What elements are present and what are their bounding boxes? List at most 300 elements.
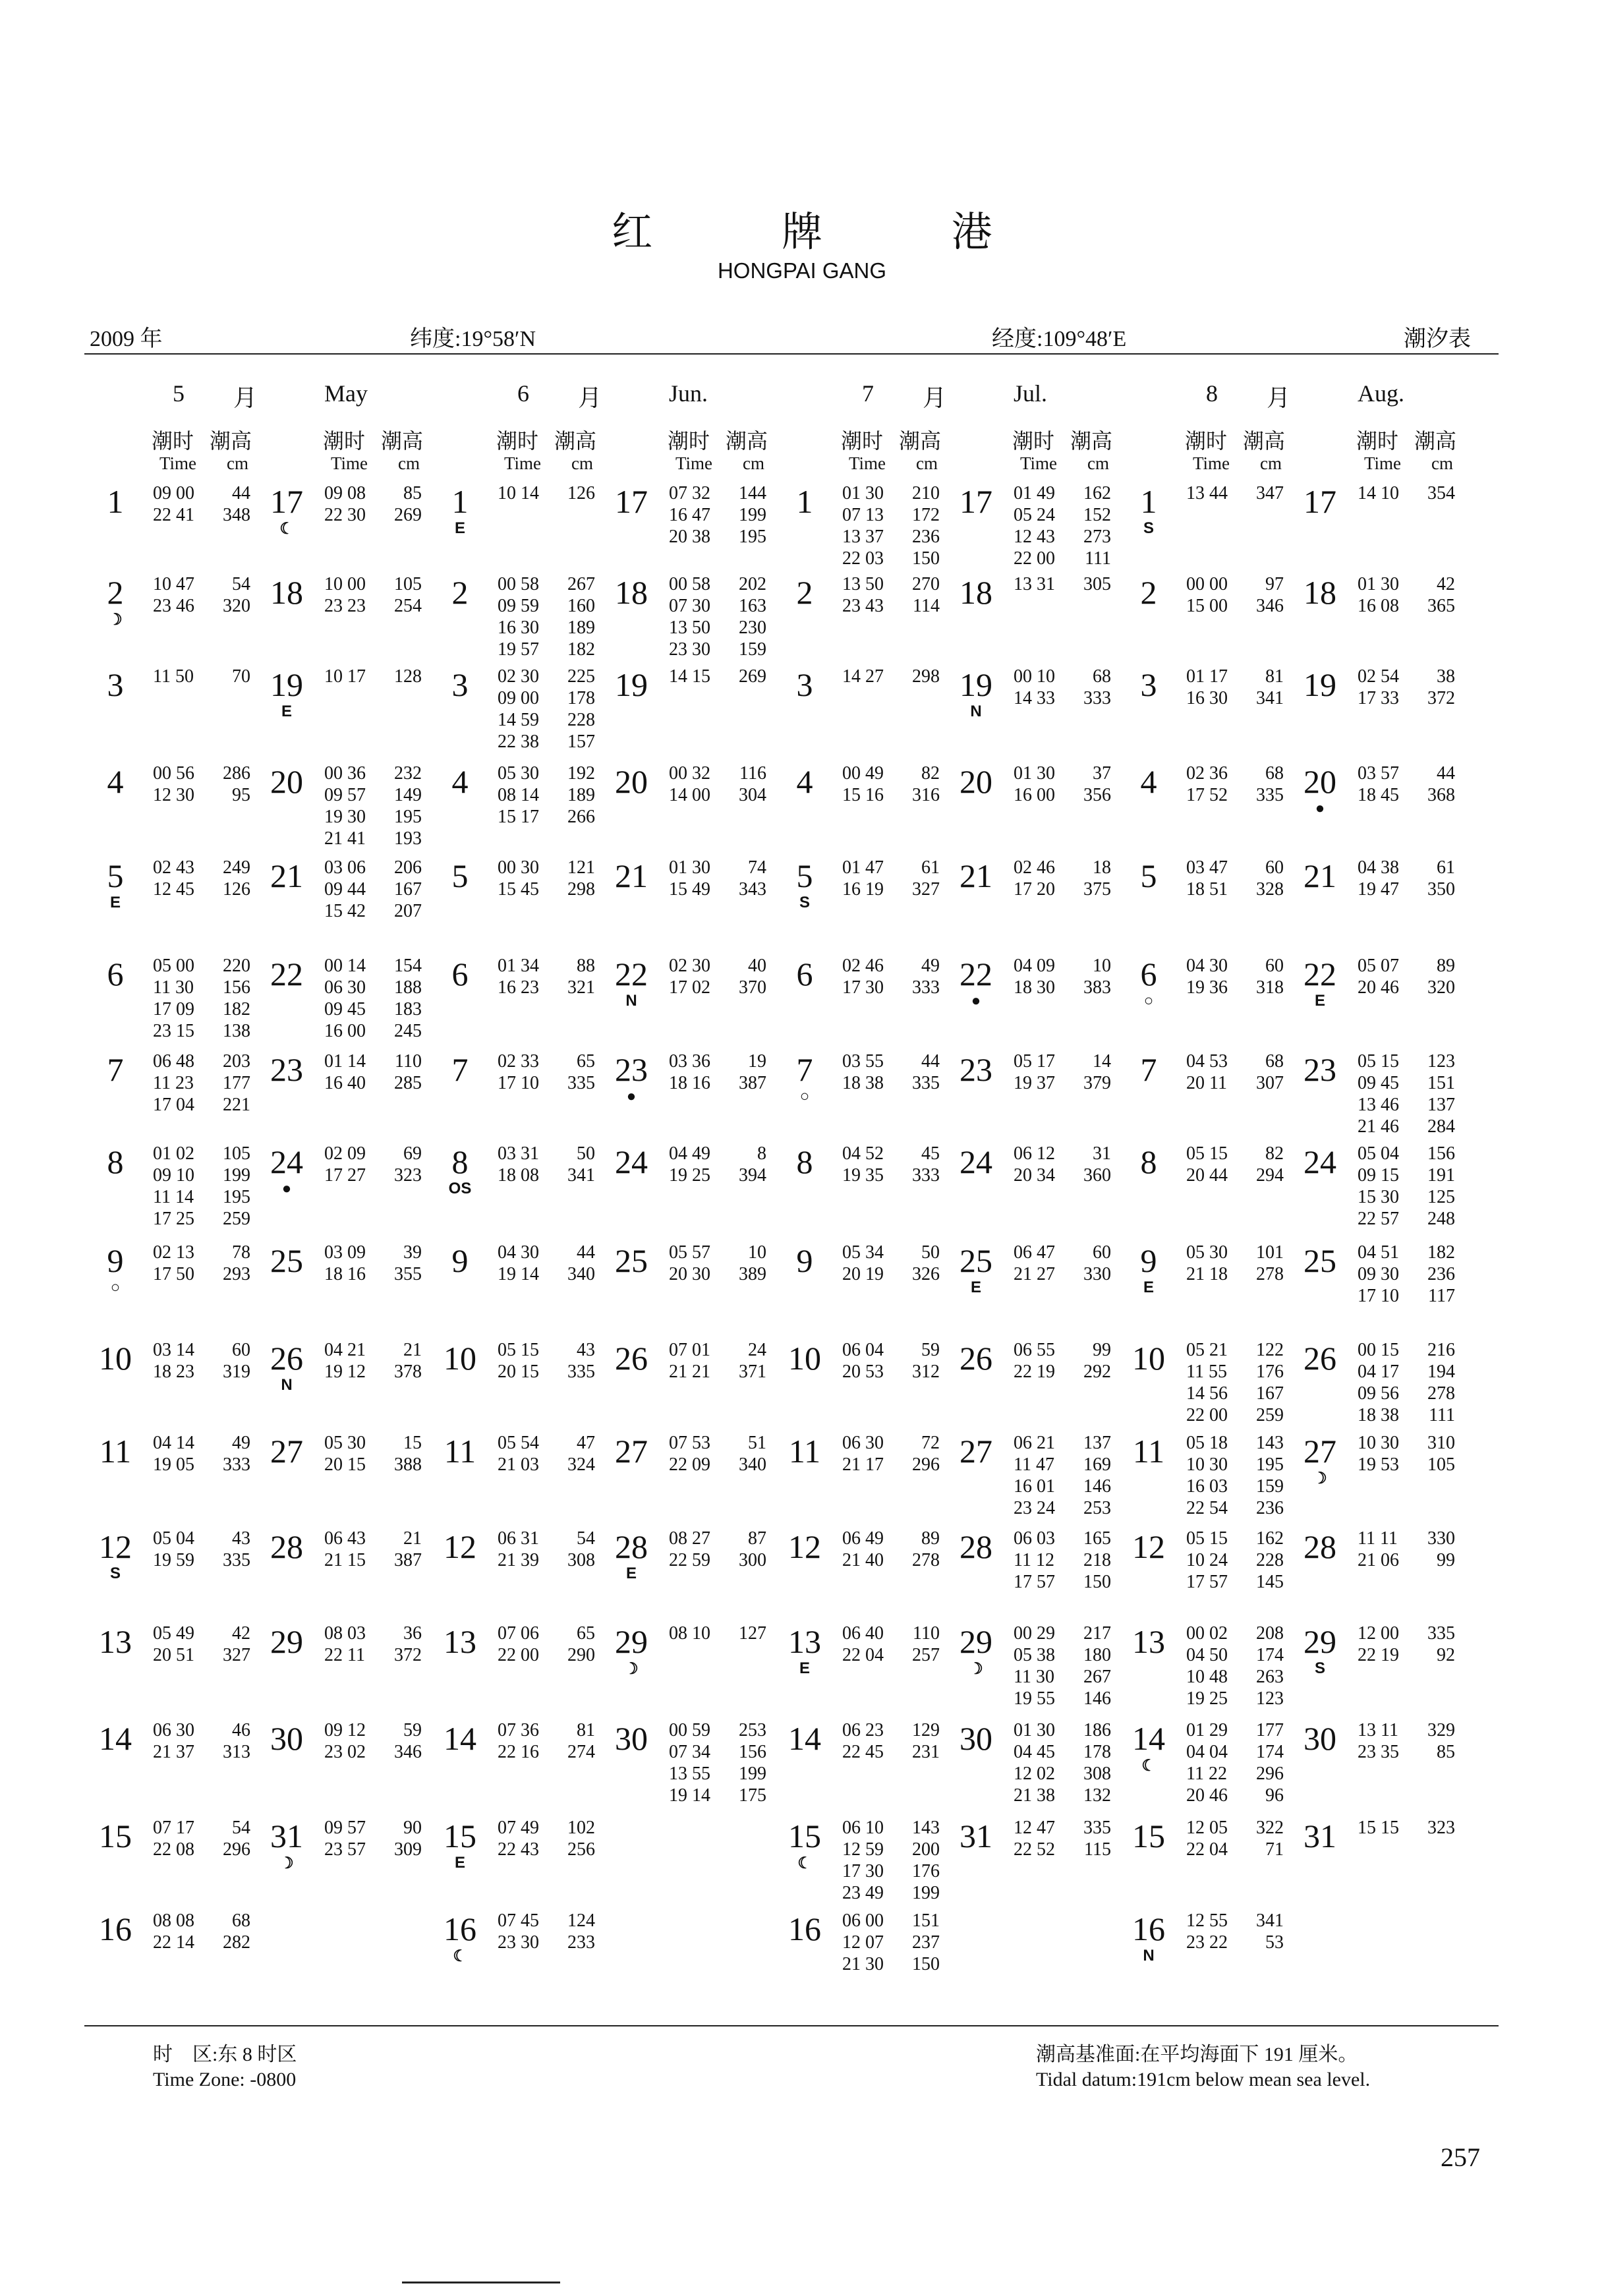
day-number: 29 xyxy=(270,1623,303,1660)
tide-time: 16 19 xyxy=(842,879,884,900)
tide-height: 195 xyxy=(223,1187,250,1207)
tide-time: 21 27 xyxy=(1014,1264,1055,1284)
tide-time: 17 20 xyxy=(1014,879,1055,900)
tide-heights xyxy=(888,1719,940,1763)
tide-time: 16 30 xyxy=(1186,688,1228,708)
day-number: 29 xyxy=(1303,1623,1336,1660)
tide-time: 09 57 xyxy=(324,1818,366,1838)
tide-heights xyxy=(888,1432,940,1476)
tide-time: 22 04 xyxy=(1186,1839,1228,1860)
tide-height: 210 xyxy=(912,483,940,503)
day-number: 27 xyxy=(1303,1433,1336,1470)
tide-heights xyxy=(1060,857,1111,900)
tide-times xyxy=(1186,955,1228,998)
tide-times xyxy=(669,762,710,806)
height-header-cn: 潮高 xyxy=(554,428,597,453)
day-number: 2 xyxy=(796,574,813,611)
tide-height: 217 xyxy=(1083,1623,1111,1644)
tide-height: 199 xyxy=(912,1883,940,1903)
tide-heights xyxy=(1404,573,1455,617)
tide-height: 193 xyxy=(394,828,422,849)
time-header-en: Time xyxy=(1193,453,1230,473)
tide-height: 296 xyxy=(223,1839,250,1860)
day-number: 22 xyxy=(270,956,303,992)
tide-time: 09 00 xyxy=(498,688,539,708)
tide-height: 257 xyxy=(912,1645,940,1665)
tide-heights xyxy=(1060,1432,1111,1519)
day-number: 1 xyxy=(796,483,813,520)
time-header-en: Time xyxy=(504,453,542,473)
tide-time: 00 14 xyxy=(324,956,366,976)
tide-time: 14 56 xyxy=(1186,1383,1228,1404)
day-number: 9 xyxy=(451,1242,469,1279)
tide-height: 266 xyxy=(567,807,595,827)
tide-height: 354 xyxy=(1427,483,1455,503)
tide-heights xyxy=(888,1528,940,1571)
day-number: 6 xyxy=(107,956,124,992)
tide-time: 04 51 xyxy=(1358,1242,1399,1263)
tide-height: 45 xyxy=(921,1143,940,1164)
tide-time: 02 43 xyxy=(153,857,194,878)
tide-times xyxy=(498,1242,539,1285)
tide-times xyxy=(1186,1622,1228,1709)
tide-height: 68 xyxy=(1265,763,1284,784)
tide-time: 01 29 xyxy=(1186,1720,1228,1740)
day-number: 3 xyxy=(107,666,124,703)
tide-times xyxy=(498,762,539,828)
height-header-cn: 潮高 xyxy=(899,428,942,453)
tide-time: 02 36 xyxy=(1186,763,1228,784)
day-number: 17 xyxy=(960,483,992,520)
day-number: 23 xyxy=(960,1051,992,1088)
tide-times xyxy=(153,1242,194,1285)
time-header-cn: 潮时 xyxy=(1185,428,1228,453)
tide-height: 137 xyxy=(1083,1433,1111,1453)
tide-height: 175 xyxy=(739,1785,766,1806)
tide-time: 00 49 xyxy=(842,763,884,784)
tide-height: 114 xyxy=(913,596,940,616)
latitude-label: 纬度:19°58′N xyxy=(410,327,536,351)
tide-time: 04 38 xyxy=(1358,857,1399,878)
tide-time: 07 06 xyxy=(498,1623,539,1644)
tide-time: 19 57 xyxy=(498,639,539,660)
tide-heights xyxy=(544,1719,595,1763)
tide-heights xyxy=(370,573,422,617)
tide-time: 05 54 xyxy=(498,1433,539,1453)
tide-times xyxy=(1358,762,1399,806)
table-name-label: 潮汐表 xyxy=(1404,327,1471,351)
day-number: 5 xyxy=(451,857,469,894)
tide-heights xyxy=(888,573,940,617)
tide-time: 09 30 xyxy=(1358,1264,1399,1284)
tide-heights xyxy=(1232,762,1284,806)
tide-heights xyxy=(715,1242,766,1285)
day-number: 9 xyxy=(796,1242,813,1279)
tide-height: 102 xyxy=(567,1818,595,1838)
tide-times xyxy=(1358,857,1399,900)
tide-times xyxy=(324,1528,366,1571)
tide-time: 12 07 xyxy=(842,1932,884,1953)
tide-height: 194 xyxy=(1427,1362,1455,1382)
tide-time: 01 47 xyxy=(842,857,884,878)
tide-time: 04 30 xyxy=(1186,956,1228,976)
tide-times xyxy=(1358,1242,1399,1307)
tide-height: 327 xyxy=(223,1645,250,1665)
tide-time: 07 36 xyxy=(498,1720,539,1740)
tide-time: 09 12 xyxy=(324,1720,366,1740)
tide-height: 69 xyxy=(403,1143,422,1164)
tide-time: 20 19 xyxy=(842,1264,884,1284)
tide-height: 329 xyxy=(1427,1720,1455,1740)
tide-time: 19 05 xyxy=(153,1454,194,1475)
day-number: 8 xyxy=(107,1143,124,1180)
tide-height: 286 xyxy=(223,763,250,784)
tide-time: 03 14 xyxy=(153,1340,194,1360)
tide-height: 60 xyxy=(232,1340,250,1360)
moon-phase-mark: S xyxy=(1314,1659,1325,1677)
day-number: 17 xyxy=(615,483,648,520)
tide-height: 371 xyxy=(739,1362,766,1382)
tide-time: 20 34 xyxy=(1014,1165,1055,1186)
tide-times xyxy=(669,1622,710,1644)
tide-height: 348 xyxy=(223,505,250,525)
time-header-en: Time xyxy=(1364,453,1402,473)
tide-times xyxy=(324,1339,366,1383)
day-number: 14 xyxy=(1132,1720,1165,1757)
tide-height: 269 xyxy=(739,666,766,687)
day-number: 17 xyxy=(1303,483,1336,520)
tide-times xyxy=(153,762,194,806)
tide-times xyxy=(153,857,194,900)
tide-times xyxy=(498,1339,539,1383)
day-number: 11 xyxy=(444,1433,476,1470)
tide-times xyxy=(498,955,539,998)
tide-heights xyxy=(1232,1910,1284,1953)
tide-heights xyxy=(888,1050,940,1094)
tide-times xyxy=(1186,666,1228,709)
tide-time: 19 14 xyxy=(498,1264,539,1284)
tide-time: 21 40 xyxy=(842,1550,884,1570)
moon-phase-mark: S xyxy=(799,894,810,911)
tide-height: 10 xyxy=(1093,956,1111,976)
tide-times xyxy=(842,1432,884,1476)
tide-time: 19 35 xyxy=(842,1165,884,1186)
tide-height: 38 xyxy=(1437,666,1455,687)
tide-height: 85 xyxy=(403,483,422,503)
day-number: 2 xyxy=(1140,574,1157,611)
tide-height: 310 xyxy=(1427,1433,1455,1453)
tide-times xyxy=(324,1242,366,1285)
tide-height: 125 xyxy=(1427,1187,1455,1207)
day-number: 10 xyxy=(1132,1340,1165,1377)
moon-phase-mark: ○ xyxy=(1143,992,1154,1010)
tide-height: 249 xyxy=(223,857,250,878)
tide-time: 00 15 xyxy=(1358,1340,1399,1360)
tide-height: 285 xyxy=(394,1073,422,1093)
tide-heights xyxy=(888,857,940,900)
tide-height: 182 xyxy=(567,639,595,660)
tide-time: 07 17 xyxy=(153,1818,194,1838)
tide-height: 248 xyxy=(1427,1209,1455,1229)
tide-time: 22 43 xyxy=(498,1839,539,1860)
tide-height: 355 xyxy=(394,1264,422,1284)
tide-height: 270 xyxy=(912,574,940,594)
tide-heights xyxy=(1404,955,1455,998)
tide-time: 17 10 xyxy=(1358,1286,1399,1306)
tide-height: 110 xyxy=(395,1051,422,1072)
tide-time: 19 36 xyxy=(1186,977,1228,998)
tide-time: 13 11 xyxy=(1358,1720,1398,1740)
tide-height: 195 xyxy=(1256,1454,1284,1475)
tide-heights xyxy=(370,762,422,849)
day-number: 9 xyxy=(1140,1242,1157,1279)
tide-height: 65 xyxy=(577,1051,595,1072)
tide-heights xyxy=(199,482,250,526)
moon-phase-mark: S xyxy=(109,1564,121,1582)
tide-times xyxy=(1358,1719,1399,1763)
tide-height: 330 xyxy=(1427,1528,1455,1549)
tide-heights xyxy=(370,857,422,922)
day-number: 30 xyxy=(1303,1720,1336,1757)
tide-times xyxy=(153,955,194,1042)
tide-time: 05 15 xyxy=(1186,1528,1228,1549)
tide-height: 105 xyxy=(1427,1454,1455,1475)
tide-time: 06 40 xyxy=(842,1623,884,1644)
time-header-cn: 潮时 xyxy=(1012,428,1055,453)
tide-height: 81 xyxy=(1265,666,1284,687)
tide-times xyxy=(498,666,539,753)
tide-time: 05 15 xyxy=(1358,1051,1399,1072)
tide-height: 308 xyxy=(567,1550,595,1570)
tide-times xyxy=(1358,1622,1399,1666)
tide-height: 85 xyxy=(1437,1742,1455,1762)
tide-time: 10 30 xyxy=(1358,1433,1399,1453)
tide-times xyxy=(153,1050,194,1116)
tide-times xyxy=(153,1719,194,1763)
tide-heights xyxy=(544,857,595,900)
tide-heights xyxy=(199,1622,250,1666)
tide-time: 06 30 xyxy=(153,1720,194,1740)
tide-time: 01 02 xyxy=(153,1143,194,1164)
tide-height: 138 xyxy=(223,1021,250,1041)
day-number: 24 xyxy=(615,1143,648,1180)
day-number: 13 xyxy=(1132,1623,1165,1660)
tide-time: 14 33 xyxy=(1014,688,1055,708)
tide-heights xyxy=(1060,1050,1111,1094)
tide-height: 346 xyxy=(394,1742,422,1762)
tide-time: 05 30 xyxy=(1186,1242,1228,1263)
tide-height: 54 xyxy=(577,1528,595,1549)
page-title: 红 牌 港 xyxy=(612,208,1050,256)
tide-height: 149 xyxy=(394,785,422,805)
tide-heights xyxy=(715,666,766,687)
tide-height: 207 xyxy=(394,901,422,921)
moon-phase-mark: E xyxy=(281,703,292,720)
tide-height: 61 xyxy=(921,857,940,878)
tide-time: 08 03 xyxy=(324,1623,366,1644)
tide-time: 22 03 xyxy=(842,548,884,569)
tide-height: 327 xyxy=(912,879,940,900)
tide-height: 232 xyxy=(394,763,422,784)
tide-time: 05 24 xyxy=(1014,505,1055,525)
tide-time: 05 17 xyxy=(1014,1051,1055,1072)
moon-phase-mark: OS xyxy=(448,1180,472,1197)
tide-height: 320 xyxy=(223,596,250,616)
tide-time: 00 58 xyxy=(498,574,539,594)
tide-heights xyxy=(199,666,250,687)
tide-time: 19 12 xyxy=(324,1362,366,1382)
tide-time: 03 36 xyxy=(669,1051,710,1072)
tide-time: 21 41 xyxy=(324,828,366,849)
tide-height: 21 xyxy=(403,1528,422,1549)
day-number: 7 xyxy=(107,1051,124,1088)
tide-time: 15 15 xyxy=(1358,1818,1399,1838)
day-number: 24 xyxy=(270,1143,303,1180)
tide-heights xyxy=(715,955,766,998)
page-subtitle: HONGPAI GANG xyxy=(717,258,887,283)
tide-heights xyxy=(888,1143,940,1186)
tide-time: 05 34 xyxy=(842,1242,884,1263)
tide-heights xyxy=(1060,1143,1111,1186)
tide-time: 21 37 xyxy=(153,1742,194,1762)
day-number: 2 xyxy=(451,574,469,611)
tide-height: 65 xyxy=(577,1623,595,1644)
tide-times xyxy=(1014,573,1055,595)
day-number: 28 xyxy=(1303,1528,1336,1565)
tide-times xyxy=(498,1719,539,1763)
tide-times xyxy=(842,1910,884,1975)
tide-times xyxy=(669,573,710,660)
tide-heights xyxy=(1404,1528,1455,1571)
tide-height: 111 xyxy=(1085,548,1111,569)
tide-height: 282 xyxy=(223,1932,250,1953)
tide-time: 17 27 xyxy=(324,1165,366,1186)
day-number: 3 xyxy=(451,666,469,703)
tide-times xyxy=(842,666,884,687)
tide-time: 11 11 xyxy=(1358,1528,1398,1549)
tide-height: 44 xyxy=(1437,763,1455,784)
tide-times xyxy=(153,666,194,687)
tide-height: 269 xyxy=(394,505,422,525)
day-number: 26 xyxy=(1303,1340,1336,1377)
tide-height: 151 xyxy=(912,1910,940,1931)
tide-heights xyxy=(1060,482,1111,569)
tide-time: 00 00 xyxy=(1186,574,1228,594)
tide-times xyxy=(669,1719,710,1806)
tide-height: 375 xyxy=(1083,879,1111,900)
tide-time: 10 00 xyxy=(324,574,366,594)
tide-height: 298 xyxy=(912,666,940,687)
tide-time: 07 49 xyxy=(498,1818,539,1838)
tide-height: 218 xyxy=(1083,1550,1111,1570)
day-number: 7 xyxy=(1140,1051,1157,1088)
tide-height: 284 xyxy=(1427,1116,1455,1137)
tide-time: 02 46 xyxy=(842,956,884,976)
tide-time: 06 30 xyxy=(842,1433,884,1453)
day-number: 23 xyxy=(615,1051,648,1088)
day-number: 4 xyxy=(107,763,124,800)
tide-heights xyxy=(1232,666,1284,709)
tide-time: 06 47 xyxy=(1014,1242,1055,1263)
day-number: 31 xyxy=(960,1818,992,1854)
tide-height: 335 xyxy=(912,1073,940,1093)
tide-height: 254 xyxy=(394,596,422,616)
day-number: 13 xyxy=(99,1623,132,1660)
tide-time: 20 51 xyxy=(153,1645,194,1665)
tide-time: 12 55 xyxy=(1186,1910,1228,1931)
tide-time: 17 50 xyxy=(153,1264,194,1284)
tide-height: 44 xyxy=(577,1242,595,1263)
tide-height: 127 xyxy=(739,1623,766,1644)
height-header-cn: 潮高 xyxy=(381,428,424,453)
tide-times xyxy=(153,1528,194,1571)
tide-height: 172 xyxy=(912,505,940,525)
tide-height: 202 xyxy=(739,574,766,594)
day-number: 11 xyxy=(788,1433,821,1470)
tide-times xyxy=(153,1910,194,1953)
tide-height: 174 xyxy=(1256,1742,1284,1762)
tide-height: 128 xyxy=(394,666,422,687)
tide-height: 143 xyxy=(912,1818,940,1838)
tide-time: 08 10 xyxy=(669,1623,710,1644)
day-number: 27 xyxy=(960,1433,992,1470)
tide-height: 182 xyxy=(1427,1242,1455,1263)
tide-time: 02 09 xyxy=(324,1143,366,1164)
day-number: 11 xyxy=(1132,1433,1165,1470)
tide-height: 231 xyxy=(912,1742,940,1762)
day-number: 23 xyxy=(270,1051,303,1088)
tide-heights xyxy=(199,1432,250,1476)
year-label: 2009 年 xyxy=(90,327,163,351)
moon-phase-mark: E xyxy=(970,1278,981,1296)
day-number: 19 xyxy=(960,666,992,703)
day-number: 23 xyxy=(1303,1051,1336,1088)
tide-height: 71 xyxy=(1265,1839,1284,1860)
tide-height: 253 xyxy=(1083,1498,1111,1518)
tide-height: 137 xyxy=(1427,1095,1455,1115)
tide-time: 19 25 xyxy=(1186,1688,1228,1709)
tide-height: 174 xyxy=(1256,1645,1284,1665)
tide-time: 18 23 xyxy=(153,1362,194,1382)
tide-time: 06 21 xyxy=(1014,1433,1055,1453)
tide-time: 09 45 xyxy=(1358,1073,1399,1093)
tide-height: 360 xyxy=(1083,1165,1111,1186)
tide-time: 22 52 xyxy=(1014,1839,1055,1860)
day-number: 29 xyxy=(615,1623,648,1660)
tide-time: 05 04 xyxy=(1358,1143,1399,1164)
tide-heights xyxy=(544,1432,595,1476)
tide-times xyxy=(1014,1719,1055,1806)
tide-time: 12 59 xyxy=(842,1839,884,1860)
tide-times xyxy=(153,1339,194,1383)
tide-time: 18 38 xyxy=(842,1073,884,1093)
tide-height: 8 xyxy=(757,1143,766,1164)
tide-times xyxy=(669,1143,710,1186)
tide-heights xyxy=(544,762,595,828)
tide-time: 01 30 xyxy=(1014,763,1055,784)
tide-time: 09 08 xyxy=(324,483,366,503)
tide-height: 156 xyxy=(739,1742,766,1762)
day-number: 11 xyxy=(99,1433,132,1470)
tide-height: 322 xyxy=(1256,1818,1284,1838)
tide-height: 15 xyxy=(403,1433,422,1453)
tide-time: 00 32 xyxy=(669,763,710,784)
time-header-cn: 潮时 xyxy=(323,428,366,453)
tide-time: 22 30 xyxy=(324,505,366,525)
tide-height: 42 xyxy=(1437,574,1455,594)
tide-time: 11 50 xyxy=(153,666,194,687)
tide-height: 278 xyxy=(912,1550,940,1570)
